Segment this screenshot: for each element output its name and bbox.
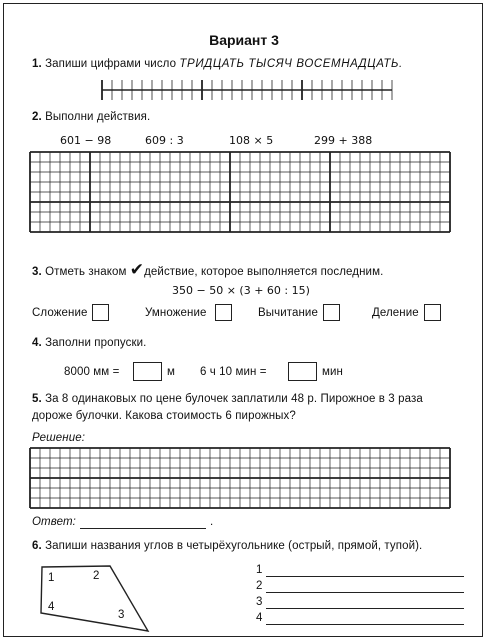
option-label-subtraction: Вычитание (258, 307, 318, 319)
task4-text: Заполни пропуски. (45, 337, 147, 349)
task3-expression: 350 − 50 × (3 + 60 : 15) (172, 284, 310, 297)
task6-number: 6. (32, 540, 42, 552)
answer-number-3: 3 (256, 596, 263, 608)
option-label-division: Деление (372, 307, 419, 319)
angle-answer-line-1[interactable] (266, 576, 464, 577)
expression-4: 299 + 388 (314, 134, 373, 147)
answer-period: . (210, 516, 214, 528)
task3-number: 3. (32, 266, 42, 278)
vertex-label-3: 3 (118, 609, 125, 621)
page-title: Вариант 3 (209, 32, 279, 48)
check-mark-icon: ✔ (129, 260, 145, 280)
task4-number: 4. (32, 337, 42, 349)
conversion1-left: 8000 мм = (64, 366, 120, 378)
answer-label: Ответ: (32, 516, 76, 528)
answer-number-1: 1 (256, 564, 263, 576)
task2-text: Выполни действия. (45, 111, 151, 123)
expression-2: 609 : 3 (145, 134, 184, 147)
task5-line2: дороже булочки. Какова стоимость 6 пирожных? (32, 410, 296, 422)
vertex-label-2: 2 (93, 570, 100, 582)
option-label-multiplication: Умножение (145, 307, 207, 319)
option-label-addition: Сложение (32, 307, 88, 319)
vertex-label-1: 1 (48, 572, 55, 584)
solution-label: Решение: (32, 432, 85, 444)
angle-answer-line-4[interactable] (266, 624, 464, 625)
conversion2-unit: мин (322, 366, 343, 378)
angle-answer-line-2[interactable] (266, 592, 464, 593)
task1-text: Запиши цифрами число (45, 58, 177, 70)
task1-words: ТРИДЦАТЬ ТЫСЯЧ ВОСЕМНАДЦАТЬ. (179, 58, 403, 70)
angle-answer-line-3[interactable] (266, 608, 464, 609)
task5-text-line1: За 8 одинаковых по цене булочек заплатили 48 р. Пирожное в 3 раза (45, 393, 423, 405)
task3-text-after: действие, которое выполняется последним. (144, 266, 384, 278)
task3-text-before: Отметь знаком (45, 266, 127, 278)
answer-number-2: 2 (256, 580, 263, 592)
vertex-label-4: 4 (48, 601, 55, 613)
task2-number: 2. (32, 111, 42, 123)
conversion1-unit: м (167, 366, 176, 378)
answer-number-4: 4 (256, 612, 263, 624)
expression-1: 601 − 98 (60, 134, 112, 147)
expression-3: 108 × 5 (229, 134, 274, 147)
task1-number: 1. (32, 58, 42, 70)
task5-number: 5. (32, 393, 42, 405)
conversion2-left: 6 ч 10 мин = (200, 366, 267, 378)
task6-text: Запиши названия углов в четырёхугольнике (острый, прямой, тупой). (45, 540, 423, 552)
